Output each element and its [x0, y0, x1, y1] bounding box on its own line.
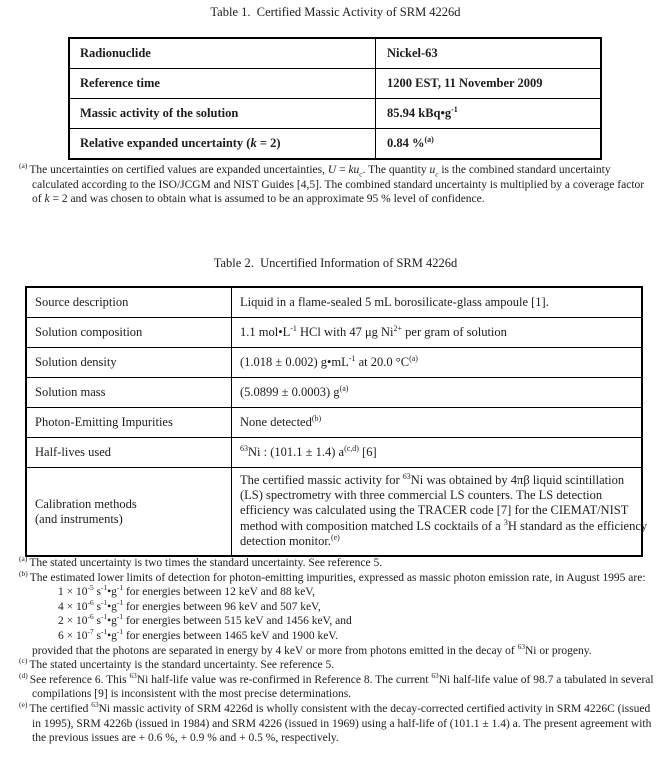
row-label: Reference time — [69, 69, 376, 99]
table-row — [26, 348, 642, 378]
footnote-e — [19, 702, 655, 746]
table-row — [69, 129, 601, 160]
table1-title: Table 1. Certified Massic Activity of SRM 4226d — [210, 5, 461, 19]
row-value: Nickel-63 — [376, 38, 602, 69]
row-label: Solution composition — [26, 318, 232, 348]
table-row — [69, 38, 601, 69]
row-value: $^{63}$Ni : (101.1 ± 1.4) $a^{(c,d)}$ [6] — [232, 438, 643, 468]
row-value: Liquid in a flame-sealed 5 mL borosilicate-glass ampoule [1]. — [232, 287, 643, 318]
row-label — [26, 468, 232, 557]
table-row — [26, 438, 642, 468]
table-row — [26, 318, 642, 348]
list-item: $6 \times 10^{-7}$ $s^{-1}•g^{-1}$ for energies between 1465 keV and 1900 keV. — [58, 627, 338, 642]
footnote-b — [19, 568, 655, 659]
row-label: Half-lives used — [26, 438, 232, 468]
row-value: (5.0899 ± 0.0003) $g^{(a)}$ — [232, 378, 643, 408]
footnote-text: See reference 6. This $^{63}$Ni half-life value was re-confirmed in Reference 8. The current $^{63}$Ni half-life value of 98.7 a tabulated in several compilations [9] is inconsistent with the most precise determinations. — [29, 670, 654, 701]
row-label-line2: (and instruments) — [35, 511, 123, 526]
table2 — [25, 286, 648, 557]
footnote-text: The stated uncertainty is the standard uncertainty. See reference 5. — [29, 659, 335, 672]
row-value: None detected$^{(b)}$ — [232, 408, 643, 438]
row-value: 1200 EST, 11 November 2009 — [376, 69, 602, 99]
footnote-marker: (d) — [19, 670, 28, 680]
row-label: Relative expanded uncertainty (k = 2) — [69, 129, 376, 160]
footnote-marker: (e) — [19, 700, 28, 710]
row-value: 85.94 $kBq•g^{-1}$ — [376, 99, 602, 129]
footnote-marker: (a) — [19, 554, 28, 564]
row-label: Photon-Emitting Impurities — [26, 408, 232, 438]
row-label: Solution mass — [26, 378, 232, 408]
row-label: Source description — [26, 287, 232, 318]
table-row — [26, 408, 642, 438]
footnote-text: The certified $^{63}$Ni massic activity of SRM 4226d is wholly consistent with the decay-corrected certified activity in SRM 4226C (issued in 1995), SRM 4226b (issued in 1984) and SRM 4226 (issued in 1969) using a half-life of (101.1 ± 1.4) a. The present agreement with the previous issues are + 0.6 %, + 0.9 % and + 0.5 %, respectively. — [29, 700, 652, 745]
footnote-text: The estimated lower limits of detection for photon-emitting impurities, expressed as massic photon emission rate, in August 1995 are: — [29, 571, 646, 584]
table1 — [68, 37, 602, 160]
calibration-paragraph: The certified massic activity for $^{63}$Ni was obtained by 4πβ liquid scintillation (LS) spectrometry with three commercial LS counters. The LS detection efficiency was calculated using the TRACER code [7] for the CIEMAT/NIST method with composition matched LS cocktails of a $^3$H standard as the efficiency detection monitor.$^{(e)}$ — [240, 471, 648, 548]
table2-title: Table 2. Uncertified Information of SRM 4226d — [213, 256, 458, 270]
footnote-a — [19, 556, 655, 571]
table1-footnotes — [19, 163, 655, 207]
table-row — [69, 69, 601, 99]
row-label: Radionuclide — [69, 38, 376, 69]
table2-footnotes — [19, 556, 655, 746]
row-label-line1: Calibration methods — [35, 496, 137, 511]
row-value — [232, 468, 648, 557]
row-value: 0.84 %$^{(a)}$ — [376, 129, 602, 160]
footnote-marker: (c) — [19, 656, 28, 666]
list-item: $4 \times 10^{-6}$ $s^{-1}•g^{-1}$ for energies between 96 keV and 507 keV, — [58, 597, 321, 613]
table-row — [26, 378, 642, 408]
list-item: $2 \times 10^{-6}$ $s^{-1}•g^{-1}$ for energies between 515 keV and 1456 keV, and — [58, 612, 352, 628]
footnote-text: The stated uncertainty is two times the standard uncertainty. See reference 5. — [29, 557, 383, 569]
list-item: $1 \times 10^{-5}$ $s^{-1}•g^{-1}$ for energies between 12 keV and 88 keV, — [58, 583, 315, 599]
row-label: Solution density — [26, 348, 232, 378]
footnote-b-tail: provided that the photons are separated in energy by 4 keV or more from photons emitted in the decay of $^{63}$Ni or progeny. — [32, 641, 592, 657]
footnote-marker: (b) — [19, 568, 28, 578]
footnote-text: The uncertainties on certified values are expanded uncertainties, $U = ku_c$. The quantity $u_c$ is the combined standard uncertainty calculated according to the ISO/JCGM and NIST Guides [4,5]. The combined standard uncertainty is multiplied by a coverage factor of k = 2 and was chosen to obtain what is assumed to be an approximate 95 % level of confidence. — [29, 164, 645, 206]
row-label: Massic activity of the solution — [69, 99, 376, 129]
footnote-d — [19, 670, 655, 702]
row-value: (1.018 ± 0.002) $g•mL^{-1}$ at 20.0 $^\circ C^{(a)}$ — [232, 348, 643, 378]
detection-limit-list — [58, 585, 655, 643]
table-row — [69, 99, 601, 129]
footnote-a — [19, 163, 655, 207]
table-row — [26, 468, 642, 557]
footnote-marker: (a) — [19, 161, 28, 171]
row-value: 1.1 $mol•L^{-1}$ HCl with 47 μg $Ni^{2+}$ per gram of solution — [232, 318, 643, 348]
footnote-c — [19, 658, 655, 673]
table-row — [26, 287, 642, 318]
